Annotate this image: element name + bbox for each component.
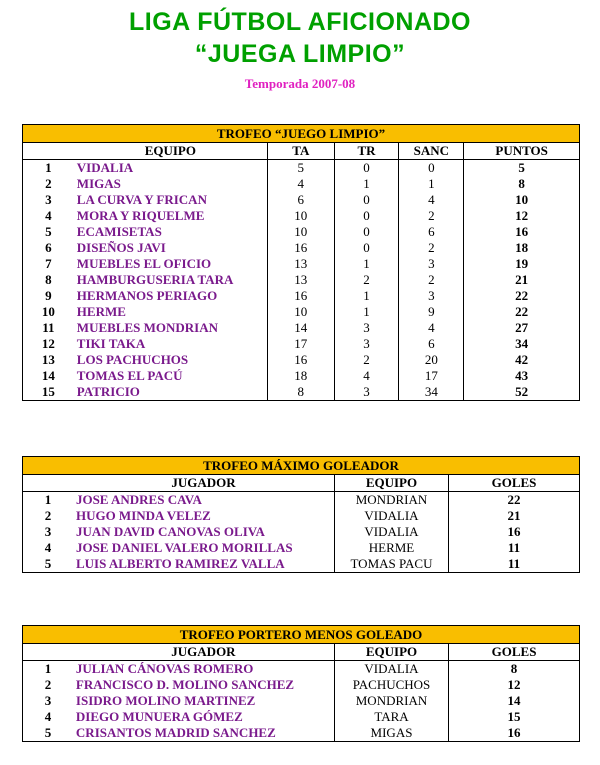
position-cell: 15: [23, 384, 74, 401]
position-cell: 13: [23, 352, 74, 368]
table-row: [23, 208, 580, 224]
points-cell: 34: [464, 336, 580, 352]
yellow-cards-cell: 17: [267, 336, 334, 352]
keeper-caption: TROFEO PORTERO MENOS GOLEADO: [23, 626, 580, 644]
team-name: TIKI TAKA: [76, 336, 146, 351]
team-name: MUEBLES EL OFICIO: [76, 256, 212, 271]
team-name: LOS PACHUCHOS: [76, 352, 189, 367]
team-cell: VIDALIA: [334, 661, 448, 678]
red-cards-cell: 2: [334, 272, 399, 288]
points-cell: 12: [464, 208, 580, 224]
table-row: [23, 192, 580, 208]
team-name: HAMBURGUSERIA TARA: [76, 272, 234, 287]
team-cell: HERME: [334, 540, 448, 556]
red-cards-cell: 1: [334, 176, 399, 192]
team-cell: VIDALIA: [334, 508, 448, 524]
sanctions-cell: 2: [399, 272, 464, 288]
red-cards-cell: 4: [334, 368, 399, 384]
sanctions-cell: 9: [399, 304, 464, 320]
sanctions-cell: 20: [399, 352, 464, 368]
sanctions-cell: 2: [399, 208, 464, 224]
position-cell: 14: [23, 368, 74, 384]
yellow-cards-cell: 13: [267, 272, 334, 288]
red-cards-cell: 3: [334, 320, 399, 336]
sanctions-cell: 3: [399, 288, 464, 304]
red-cards-cell: 3: [334, 336, 399, 352]
yellow-cards-cell: 16: [267, 288, 334, 304]
position-cell: 9: [23, 288, 74, 304]
column-header-team: EQUIPO: [334, 644, 448, 661]
position-cell: 3: [23, 192, 74, 208]
team-cell: TOMAS PACU: [334, 556, 448, 573]
red-cards-cell: 3: [334, 384, 399, 401]
table-row: [23, 384, 580, 401]
table-row: [23, 508, 580, 524]
keeper-rows: [23, 661, 580, 742]
table-row: [23, 272, 580, 288]
goals-cell: 22: [448, 492, 579, 509]
position-cell: 5: [23, 725, 73, 742]
position-cell: 11: [23, 320, 74, 336]
player-name: CRISANTOS MADRID SANCHEZ: [73, 725, 335, 742]
position-cell: 1: [23, 661, 73, 678]
table-row: [23, 336, 580, 352]
goals-cell: 21: [448, 508, 579, 524]
fair-play-caption: TROFEO “JUEGO LIMPIO”: [23, 125, 580, 143]
points-cell: 43: [464, 368, 580, 384]
team-name: HERME: [76, 304, 126, 319]
points-cell: 52: [464, 384, 580, 401]
table-row: [23, 524, 580, 540]
table-row: [23, 661, 580, 678]
position-cell: 1: [23, 492, 73, 509]
player-name: JUAN DAVID CANOVAS OLIVA: [75, 524, 265, 539]
table-row: [23, 304, 580, 320]
table-row: [23, 540, 580, 556]
sanctions-cell: 1: [399, 176, 464, 192]
goals-cell: 16: [448, 524, 579, 540]
position-cell: 2: [23, 508, 73, 524]
table-row: [23, 725, 580, 742]
team-cell: MONDRIAN: [334, 693, 448, 709]
points-cell: 18: [464, 240, 580, 256]
team-cell: PACHUCHOS: [334, 677, 448, 693]
points-cell: 5: [464, 160, 580, 177]
league-title: LIGA FÚTBOL AFICIONADO: [129, 8, 471, 36]
team-cell: MONDRIAN: [334, 492, 448, 509]
goals-cell: 15: [449, 709, 580, 725]
keeper-table: [22, 625, 580, 742]
table-row: [23, 492, 580, 509]
position-cell: 5: [23, 556, 73, 573]
sanctions-cell: 4: [399, 320, 464, 336]
player-name: ISIDRO MOLINO MARTINEZ: [75, 693, 256, 708]
red-cards-cell: 0: [334, 240, 399, 256]
team-name: LA CURVA Y FRICAN: [76, 192, 207, 207]
table-row: [23, 240, 580, 256]
yellow-cards-cell: 4: [267, 176, 334, 192]
position-cell: 8: [23, 272, 74, 288]
table-row: [23, 288, 580, 304]
top-scorer-caption: TROFEO MÁXIMO GOLEADOR: [23, 457, 580, 475]
position-cell: 3: [23, 693, 73, 709]
column-header-ta: TA: [267, 143, 334, 160]
yellow-cards-cell: 10: [267, 304, 334, 320]
sanctions-cell: 4: [399, 192, 464, 208]
goals-cell: 14: [449, 693, 580, 709]
goals-cell: 11: [448, 540, 579, 556]
column-header-team: EQUIPO: [334, 475, 448, 492]
player-name: LUIS ALBERTO RAMIREZ VALLA: [73, 556, 335, 573]
table-row: [23, 352, 580, 368]
team-cell: MIGAS: [334, 725, 448, 742]
yellow-cards-cell: 10: [267, 208, 334, 224]
player-name: JULIAN CÁNOVAS ROMERO: [73, 661, 335, 678]
position-cell: 4: [23, 540, 73, 556]
column-header-player: JUGADOR: [171, 644, 236, 659]
fair-play-rows: [23, 160, 580, 401]
yellow-cards-cell: 5: [267, 160, 334, 177]
red-cards-cell: 1: [334, 256, 399, 272]
team-cell: VIDALIA: [334, 524, 448, 540]
position-cell: 10: [23, 304, 74, 320]
column-header-tr: TR: [334, 143, 399, 160]
sanctions-cell: 6: [399, 336, 464, 352]
column-header-points: PUNTOS: [464, 143, 580, 160]
points-cell: 22: [464, 304, 580, 320]
team-cell: TARA: [334, 709, 448, 725]
table-row: [23, 176, 580, 192]
table-row: [23, 368, 580, 384]
team-name: TOMAS EL PACÚ: [76, 368, 183, 383]
player-name: HUGO MINDA VELEZ: [75, 508, 211, 523]
position-cell: 2: [23, 176, 74, 192]
points-cell: 8: [464, 176, 580, 192]
goals-cell: 11: [448, 556, 579, 573]
team-name: DISEÑOS JAVI: [76, 240, 166, 255]
player-name: JOSE DANIEL VALERO MORILLAS: [75, 540, 293, 555]
yellow-cards-cell: 16: [267, 352, 334, 368]
yellow-cards-cell: 10: [267, 224, 334, 240]
yellow-cards-cell: 13: [267, 256, 334, 272]
team-name: HERMANOS PERIAGO: [76, 288, 218, 303]
points-cell: 21: [464, 272, 580, 288]
top-scorer-rows: [23, 492, 580, 573]
position-cell: 7: [23, 256, 74, 272]
yellow-cards-cell: 8: [267, 384, 334, 401]
table-row: [23, 224, 580, 240]
position-cell: 12: [23, 336, 74, 352]
column-header-sanc: SANC: [399, 143, 464, 160]
yellow-cards-cell: 6: [267, 192, 334, 208]
goals-cell: 8: [449, 661, 580, 678]
position-cell: 3: [23, 524, 73, 540]
table-row: [23, 677, 580, 693]
table-row: [23, 256, 580, 272]
points-cell: 42: [464, 352, 580, 368]
column-header-goals: GOLES: [449, 644, 580, 661]
column-header-team: EQUIPO: [144, 143, 196, 158]
red-cards-cell: 0: [334, 160, 399, 177]
goals-cell: 16: [449, 725, 580, 742]
sanctions-cell: 34: [399, 384, 464, 401]
player-name: JOSE ANDRES CAVA: [73, 492, 335, 509]
team-name: MIGAS: [76, 176, 121, 191]
points-cell: 22: [464, 288, 580, 304]
table-row: [23, 320, 580, 336]
red-cards-cell: 2: [334, 352, 399, 368]
sanctions-cell: 3: [399, 256, 464, 272]
red-cards-cell: 1: [334, 288, 399, 304]
position-cell: 1: [23, 160, 74, 177]
points-cell: 19: [464, 256, 580, 272]
team-name: VIDALIA: [74, 160, 268, 177]
sanctions-cell: 2: [399, 240, 464, 256]
table-row: [23, 556, 580, 573]
fair-play-table: [22, 124, 580, 401]
position-cell: 6: [23, 240, 74, 256]
position-cell: 4: [23, 208, 74, 224]
sanctions-cell: 0: [399, 160, 464, 177]
sanctions-cell: 17: [399, 368, 464, 384]
red-cards-cell: 1: [334, 304, 399, 320]
season-label: Temporada 2007-08: [244, 76, 356, 91]
points-cell: 27: [464, 320, 580, 336]
goals-cell: 12: [449, 677, 580, 693]
top-scorer-table: [22, 456, 580, 573]
team-name: PATRICIO: [74, 384, 268, 401]
league-subtitle: “JUEGA LIMPIO”: [194, 40, 406, 68]
yellow-cards-cell: 14: [267, 320, 334, 336]
yellow-cards-cell: 16: [267, 240, 334, 256]
column-header-player: JUGADOR: [171, 475, 236, 490]
table-row: [23, 693, 580, 709]
position-cell: 5: [23, 224, 74, 240]
red-cards-cell: 0: [334, 224, 399, 240]
column-header-goals: GOLES: [448, 475, 579, 492]
team-name: MORA Y RIQUELME: [76, 208, 205, 223]
table-row: [23, 160, 580, 177]
yellow-cards-cell: 18: [267, 368, 334, 384]
points-cell: 10: [464, 192, 580, 208]
table-row: [23, 709, 580, 725]
position-cell: 4: [23, 709, 73, 725]
position-cell: 2: [23, 677, 73, 693]
player-name: DIEGO MUNUERA GÓMEZ: [75, 709, 243, 724]
points-cell: 16: [464, 224, 580, 240]
player-name: FRANCISCO D. MOLINO SANCHEZ: [75, 677, 295, 692]
team-name: ECAMISETAS: [76, 224, 162, 239]
red-cards-cell: 0: [334, 208, 399, 224]
sanctions-cell: 6: [399, 224, 464, 240]
red-cards-cell: 0: [334, 192, 399, 208]
team-name: MUEBLES MONDRIAN: [76, 320, 219, 335]
